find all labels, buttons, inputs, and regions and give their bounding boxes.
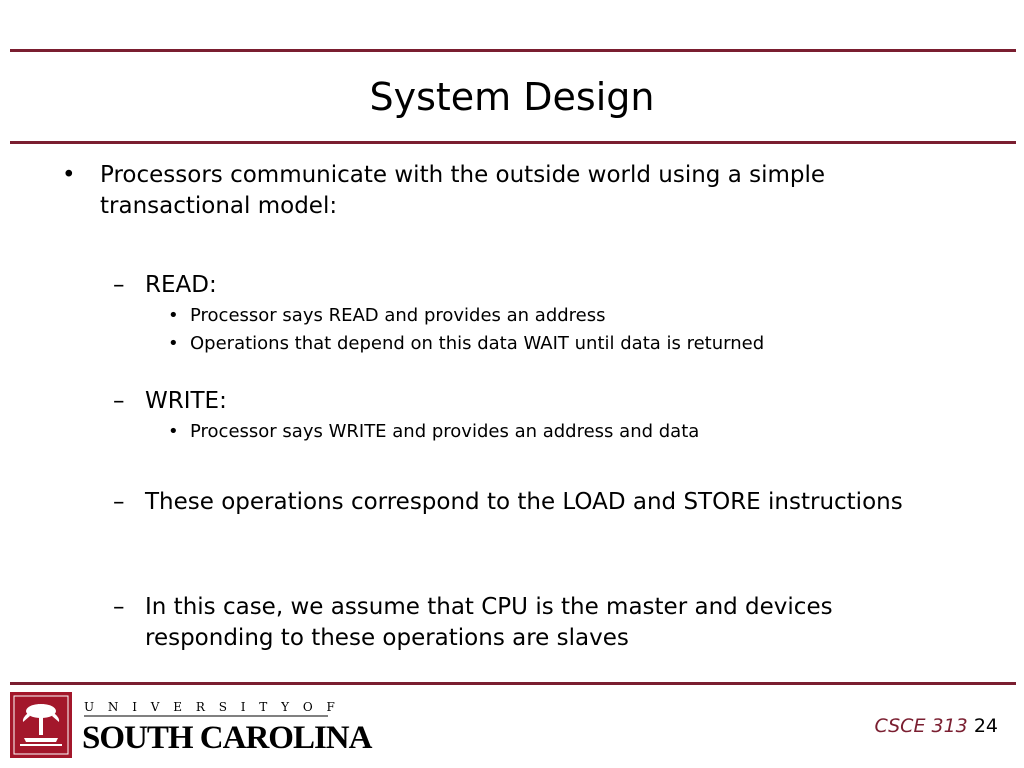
bullet-marker: • [168, 333, 179, 354]
subbullet-write [113, 386, 965, 417]
subbullet-read [113, 270, 965, 301]
bullet-marker: • [62, 162, 76, 188]
write-point-1-text: Processor says WRITE and provides an address and data [190, 421, 700, 442]
subbullet-load-store-text: These operations correspond to the LOAD and STORE instructions [145, 489, 903, 515]
subbullet-read-label: READ: [145, 272, 217, 298]
bullet-intro-text: Processors communicate with the outside world using a simple transactional model: [100, 162, 826, 219]
bullet-marker: • [168, 421, 179, 442]
slide-title: System Design [369, 75, 655, 119]
bullet-marker: • [168, 305, 179, 326]
read-point-1-text: Processor says READ and provides an address [190, 305, 606, 326]
dash-marker: – [113, 489, 125, 515]
course-code: CSCE 313 [874, 715, 968, 737]
logo-university-of: U N I V E R S I T Y O F [84, 700, 340, 714]
top-divider [10, 49, 1016, 52]
read-point-2-text: Operations that depend on this data WAIT until data is returned [190, 333, 765, 354]
title-divider [10, 141, 1016, 144]
footer-divider [10, 682, 1016, 685]
bullet-intro [62, 160, 960, 222]
logo-south-carolina: SOUTH CAROLINA [82, 720, 372, 756]
read-point-2 [168, 330, 970, 358]
read-point-1 [168, 302, 970, 330]
subbullet-master-slave [113, 592, 965, 654]
subbullet-master-slave-text: In this case, we assume that CPU is the master and devices responding to these operations are slaves [145, 594, 833, 651]
subbullet-write-label: WRITE: [145, 388, 227, 414]
university-logo [10, 692, 372, 758]
dash-marker: – [113, 388, 125, 414]
slide-footer-info [875, 713, 999, 739]
page-number: 24 [973, 715, 998, 737]
subbullet-load-store [113, 487, 965, 518]
dash-marker: – [113, 272, 125, 298]
write-point-1 [168, 418, 970, 446]
dash-marker: – [113, 594, 125, 620]
